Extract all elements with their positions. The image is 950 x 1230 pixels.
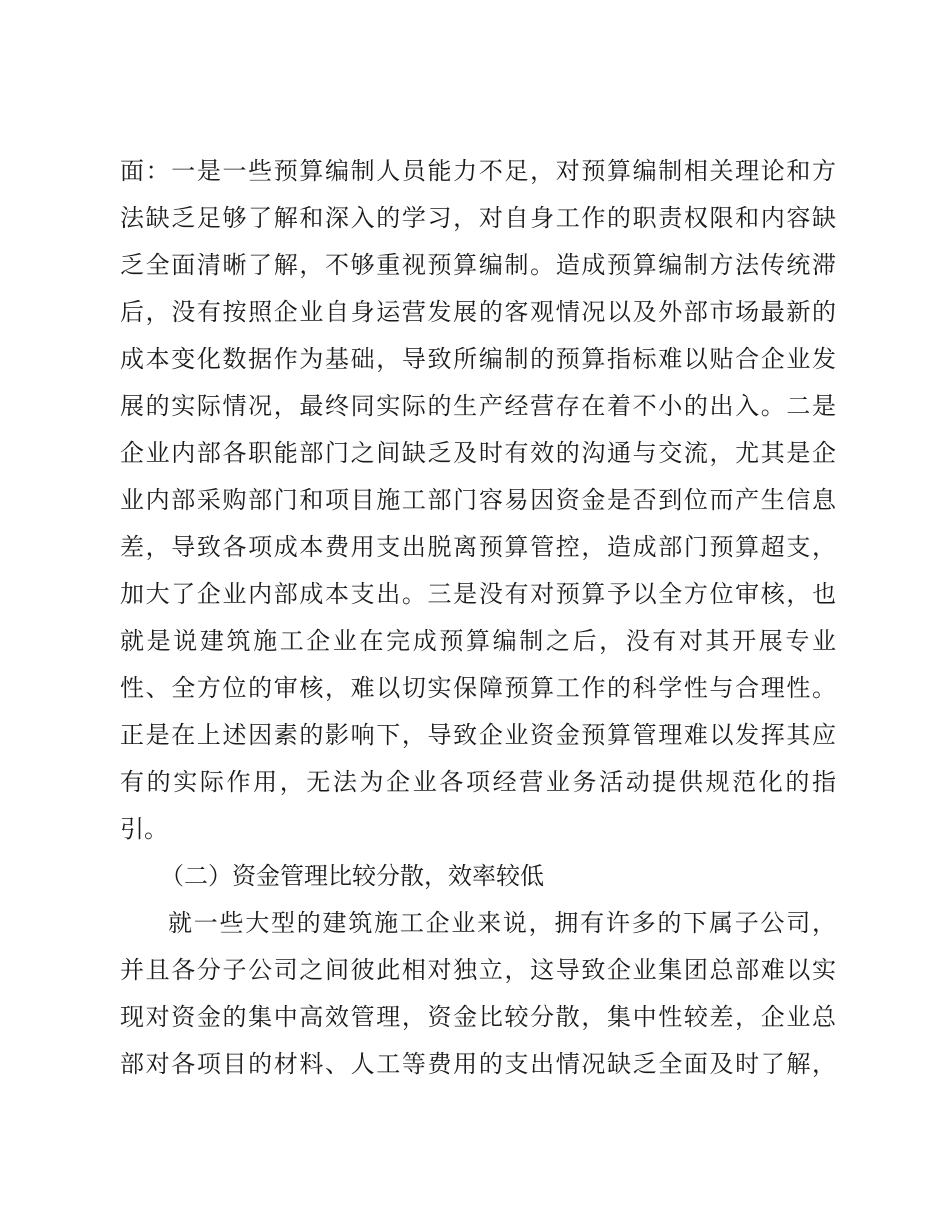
text-line: 并且各分子公司之间彼此相对独立，这导致企业集团总部难以实 [120,956,836,984]
text-line: 性、全方位的审核，难以切实保障预算工作的科学性与合理性。 [120,674,836,702]
text-line: 企业内部各职能部门之间缺乏及时有效的沟通与交流，尤其是企 [120,439,836,467]
text-line: 面：一是一些预算编制人员能力不足，对预算编制相关理论和方 [120,157,836,185]
text-line: 乏全面清晰了解，不够重视预算编制。造成预算编制方法传统滞 [120,251,836,279]
text-line: 就一些大型的建筑施工企业来说，拥有许多的下属子公司， [168,909,836,937]
text-line: 成本变化数据作为基础，导致所编制的预算指标难以贴合企业发 [120,345,836,373]
document-body [120,148,836,1088]
text-line: 差，导致各项成本费用支出脱离预算管控，造成部门预算超支， [120,533,836,561]
text-line: 就是说建筑施工企业在完成预算编制之后，没有对其开展专业 [120,627,836,655]
text-line: 现对资金的集中高效管理，资金比较分散，集中性较差，企业总 [120,1003,836,1031]
text-line: 法缺乏足够了解和深入的学习，对自身工作的职责权限和内容缺 [120,204,836,232]
paragraph-budget-issues [120,148,836,853]
paragraph-fund-management [120,900,836,1088]
text-line: 后，没有按照企业自身运营发展的客观情况以及外部市场最新的 [120,298,836,326]
text-line: 引。 [120,815,168,843]
section-heading: （二）资金管理比较分散，效率较低 [160,862,544,890]
text-line: 正是在上述因素的影响下，导致企业资金预算管理难以发挥其应 [120,721,836,749]
text-line: 加大了企业内部成本支出。三是没有对预算予以全方位审核，也 [120,580,836,608]
text-line: 部对各项目的材料、人工等费用的支出情况缺乏全面及时了解， [120,1050,836,1078]
text-line: 展的实际情况，最终同实际的生产经营存在着不小的出入。二是 [120,392,836,420]
text-line: 有的实际作用，无法为企业各项经营业务活动提供规范化的指 [120,768,836,796]
text-line: 业内部采购部门和项目施工部门容易因资金是否到位而产生信息 [120,486,836,514]
